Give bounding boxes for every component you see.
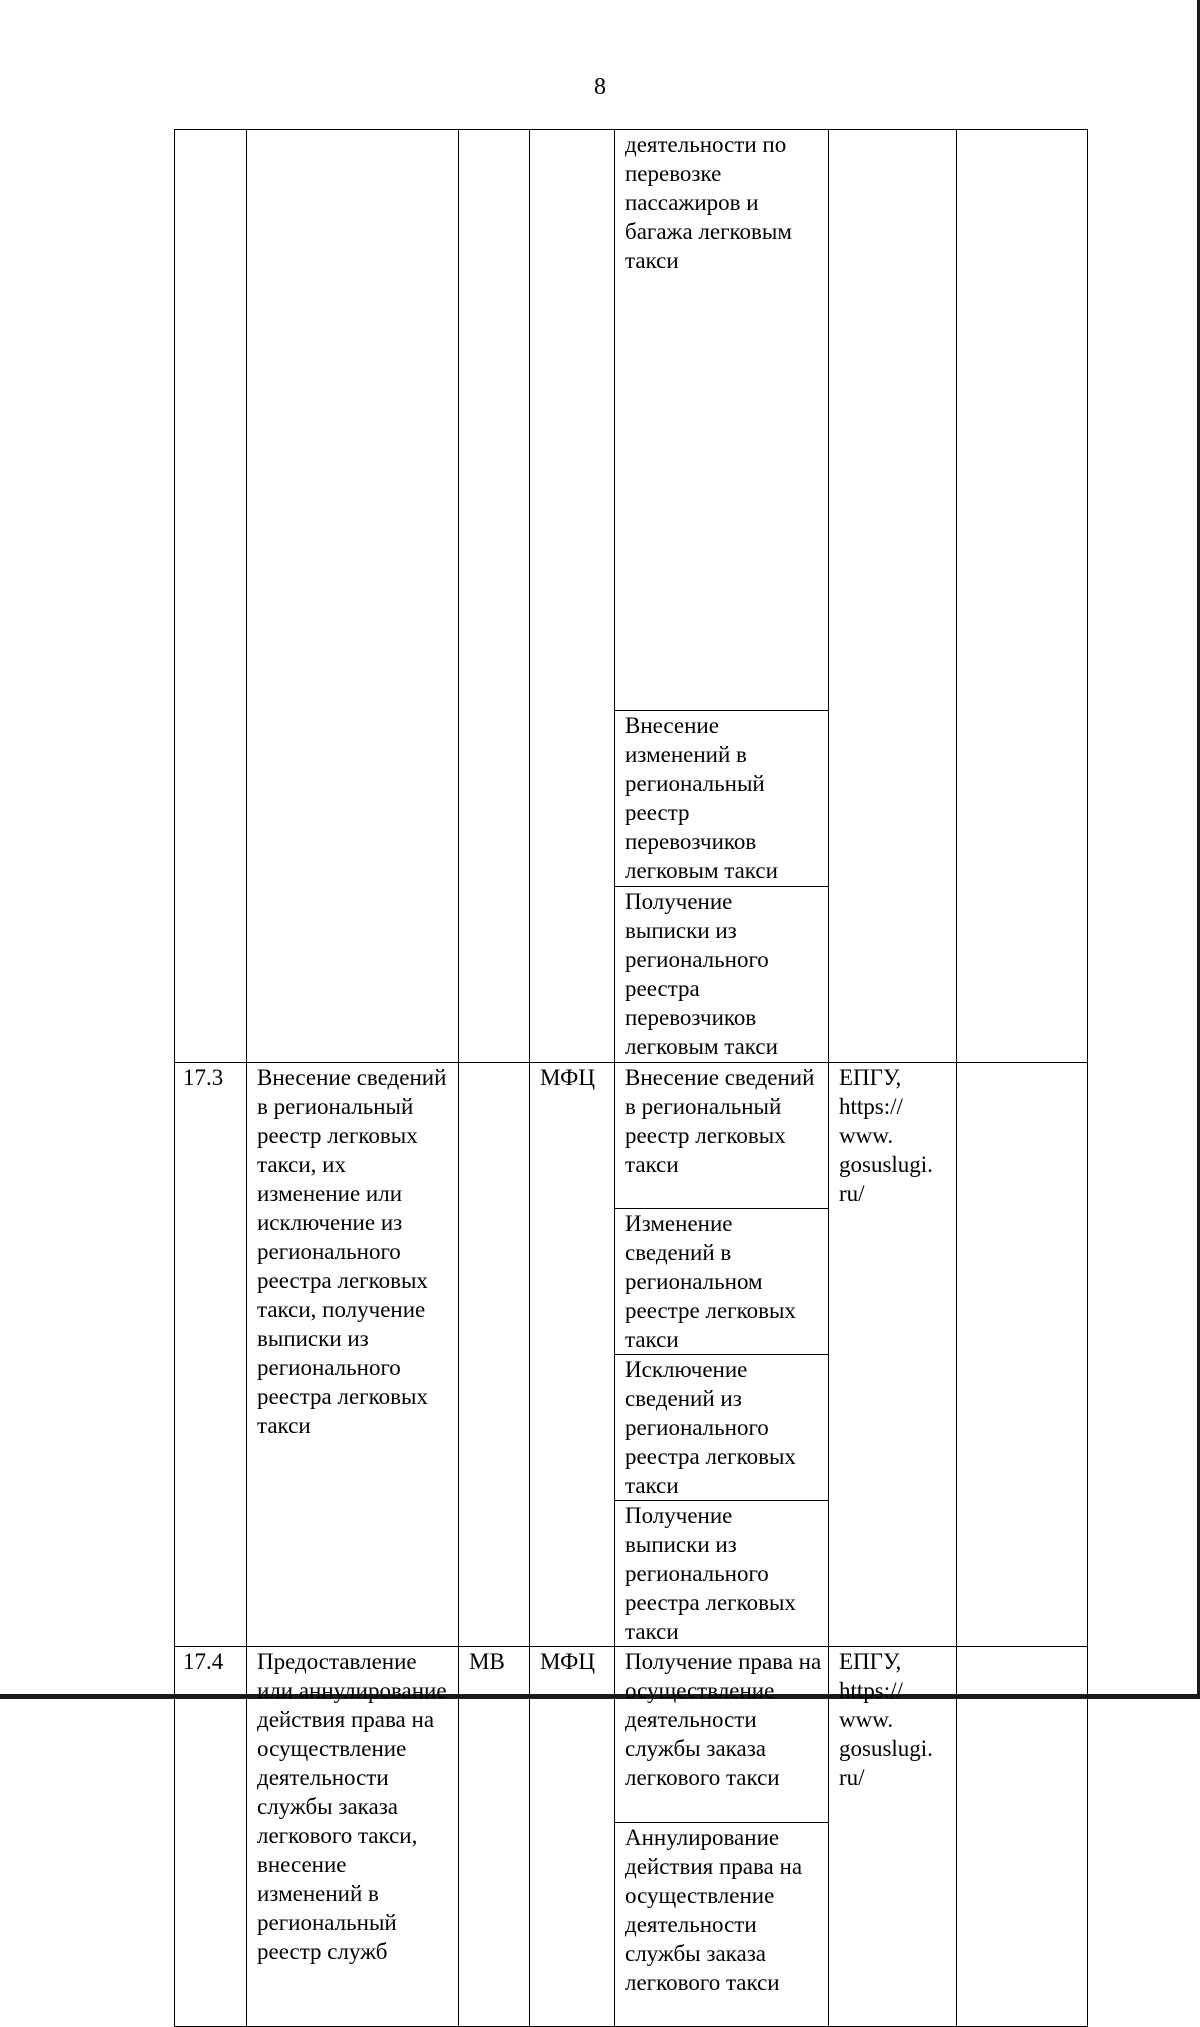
subservice-text: Внесение изменений в региональный реестр перевозчиков легковым такси (625, 713, 778, 883)
subservice-text: Получение выписки из регионального реестра перевозчиков легковым такси (625, 889, 778, 1059)
subservice-text: деятельности по перевозке пассажиров и багажа легковым такси (625, 132, 792, 273)
mfc-cell: МФЦ (530, 1063, 615, 1647)
row-number: 17.3 (175, 1063, 247, 1647)
subservice-text: Внесение сведений в региональный реестр легковых такси (625, 1065, 815, 1177)
table-row (175, 1063, 1088, 1209)
regulation-cell (459, 1063, 530, 1647)
subservice-cell (615, 1501, 829, 1647)
subservice-cell (615, 1063, 829, 1209)
service-name: Внесение сведений в региональный реестр легковых такси, их изменение или исключение из регионального реестра легковых такси, получение выписки из регионального реестра легковых такси (247, 1063, 459, 1647)
service-name (247, 130, 459, 1063)
portal-cell: ЕПГУ, https:// www. gosuslugi. ru/ (829, 1063, 957, 1647)
page-number: 8 (594, 74, 606, 100)
row-number (175, 130, 247, 1063)
subservice-cell (615, 887, 829, 1063)
subservice-cell (615, 1355, 829, 1501)
note-cell (957, 130, 1088, 1063)
subservice-cell (615, 1823, 829, 2027)
subservice-cell (615, 711, 829, 887)
portal-cell (829, 130, 957, 1063)
note-cell (957, 1063, 1088, 1647)
subservice-text: Исключение сведений из регионального реестра легковых такси (625, 1357, 796, 1498)
subservice-text: Получение выписки из регионального реестра легковых такси (625, 1503, 796, 1644)
regulation-cell: МВ (459, 1647, 530, 2027)
table-row (175, 1647, 1088, 1823)
note-cell (957, 1647, 1088, 2027)
services-table (174, 129, 1088, 2027)
mfc-cell: МФЦ (530, 1647, 615, 2027)
regulation-cell (459, 130, 530, 1063)
subservice-cell (615, 1647, 829, 1823)
subservice-cell (615, 1209, 829, 1355)
row-number: 17.4 (175, 1647, 247, 2027)
service-name: Предоставление или аннулирование действия права на осуществление деятельности службы заказа легкового такси, внесение изменений в региональный реестр служб (247, 1647, 459, 2027)
mfc-cell (530, 130, 615, 1063)
portal-cell: ЕПГУ, https:// www. gosuslugi. ru/ (829, 1647, 957, 2027)
subservice-text: Аннулирование действия права на осуществление деятельности службы заказа легкового такси (625, 1825, 803, 1995)
subservice-cell (615, 130, 829, 711)
table-row (175, 130, 1088, 711)
subservice-text: Получение права на осуществление деятельности службы заказа легкового такси (625, 1649, 822, 1790)
subservice-text: Изменение сведений в региональном реестре легковых такси (625, 1211, 796, 1352)
